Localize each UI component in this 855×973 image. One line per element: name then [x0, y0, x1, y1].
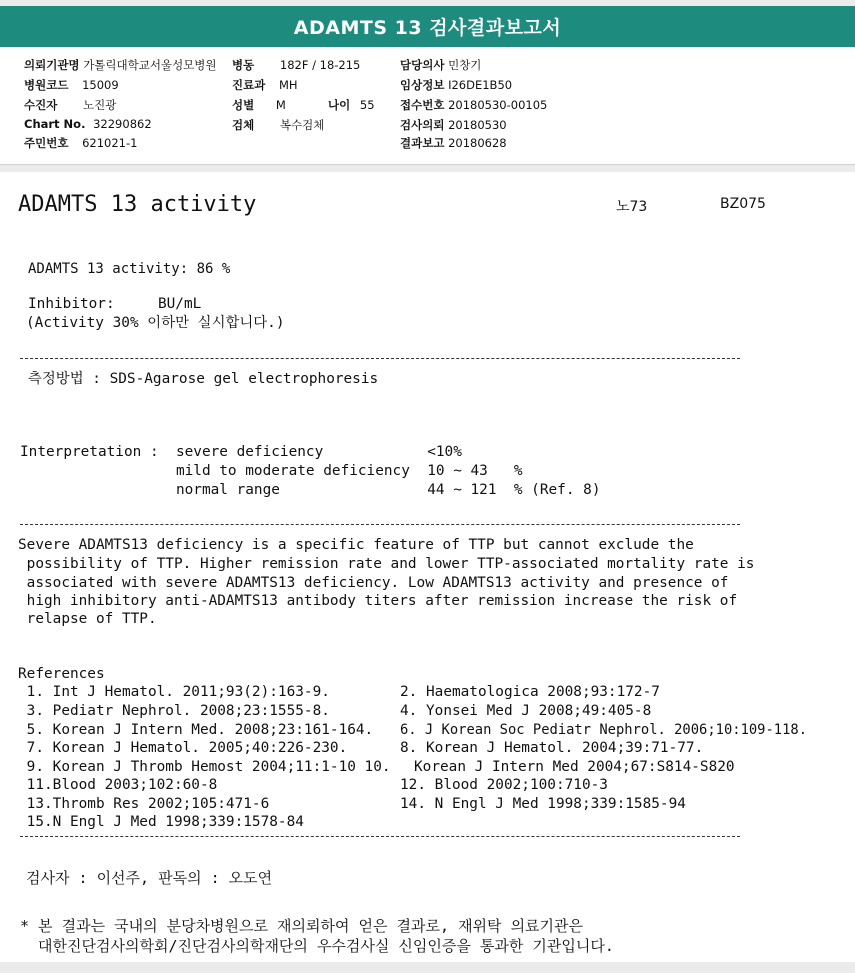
divider-1 — [20, 358, 740, 359]
sex-row — [232, 97, 286, 113]
age-row — [328, 97, 375, 113]
paragraph-line-5: relapse of TTP. — [18, 611, 157, 627]
institution-value: 가톨릭대학교서울성모병원 — [83, 58, 217, 72]
clinical-info-row — [400, 77, 512, 93]
doctor-label: 담당의사 — [400, 58, 445, 72]
department-label: 진료과 — [232, 78, 266, 92]
activity-result: ADAMTS 13 activity: 86 % — [28, 261, 231, 277]
institution-label: 의뢰기관명 — [24, 58, 80, 72]
report-heading: ADAMTS 13 activity — [18, 192, 257, 217]
divider-3 — [20, 836, 740, 837]
reference-item: 12. Blood 2002;100:710-3 — [400, 777, 608, 793]
request-date-value: 20180530 — [448, 118, 507, 132]
resident-no-label: 주민번호 — [24, 136, 69, 150]
paragraph-line-3: associated with severe ADAMTS13 deficiency. Low ADAMTS13 activity and presence of — [18, 575, 729, 591]
clinical-info-label: 임상정보 — [400, 78, 445, 92]
reference-item: 2. Haematologica 2008;93:172-7 — [400, 684, 660, 700]
paragraph-line-1: Severe ADAMTS13 deficiency is a specific feature of TTP but cannot exclude the — [18, 537, 694, 553]
reference-item: 15.N Engl J Med 1998;339:1578-84 — [18, 814, 304, 830]
footnote-line-2: 대한진단검사의학회/진단검사의학재단의 우수검사실 신임인증을 통과한 기관입니다. — [20, 937, 614, 955]
footnote-line-1: * 본 결과는 국내의 분당차병원으로 재의뢰하여 얻은 결과로, 재위탁 의료기관은 — [20, 917, 584, 935]
report-code-1: 노73 — [616, 199, 648, 215]
interpretation-line-2: mild to moderate deficiency 10 ~ 43 % — [20, 463, 523, 479]
sex-value: M — [275, 98, 286, 112]
reference-item: 6. J Korean Soc Pediatr Nephrol. 2006;10:109-118. — [400, 722, 808, 738]
ward-value: 182F / 18-215 — [279, 58, 361, 72]
specimen-value: 복수검체 — [279, 118, 325, 132]
references-title: References — [18, 666, 105, 682]
interpretation-line-3: normal range 44 ~ 121 % (Ref. 8) — [20, 482, 601, 498]
resident-no-row — [24, 135, 137, 151]
receipt-no-label: 접수번호 — [400, 98, 445, 112]
sex-label: 성별 — [232, 98, 255, 112]
report-title: ADAMTS 13 검사결과보고서 — [293, 17, 562, 39]
resident-no-value: 621021-1 — [82, 136, 138, 150]
specimen-label: 검체 — [232, 118, 255, 132]
patient-row — [24, 97, 116, 113]
patient-info-panel — [0, 47, 855, 165]
request-date-row — [400, 117, 507, 133]
report-title-bar — [0, 6, 855, 47]
reference-item: 5. Korean J Intern Med. 2008;23:161-164. — [18, 722, 374, 738]
department-value: MH — [278, 78, 298, 92]
patient-label: 수진자 — [24, 98, 58, 112]
paragraph-line-2: possibility of TTP. Higher remission rate and lower TTP-associated mortality rate is — [18, 556, 755, 572]
ward-row — [232, 57, 360, 73]
reference-item: 14. N Engl J Med 1998;339:1585-94 — [400, 796, 686, 812]
divider-2 — [20, 524, 740, 525]
report-date-value: 20180628 — [448, 136, 507, 150]
doctor-value: 민창기 — [448, 58, 482, 72]
method-line: 측정방법 : SDS-Agarose gel electrophoresis — [28, 371, 379, 387]
reference-item: 4. Yonsei Med J 2008;49:405-8 — [400, 703, 652, 719]
hospital-code-label: 병원코드 — [24, 78, 69, 92]
inhibitor-result: Inhibitor: BU/mL — [28, 296, 202, 312]
specimen-row — [232, 117, 324, 133]
reference-item: 1. Int J Hematol. 2011;93(2):163-9. — [18, 684, 330, 700]
report-body — [0, 172, 855, 962]
clinical-info-value: I26DE1B50 — [448, 78, 513, 92]
hospital-code-row — [24, 77, 119, 93]
age-label: 나이 — [328, 98, 351, 112]
hospital-code-value: 15009 — [82, 78, 119, 92]
reference-item: 3. Pediatr Nephrol. 2008;23:1555-8. — [18, 703, 330, 719]
inhibitor-note: (Activity 30% 이하만 실시합니다.) — [26, 315, 285, 331]
reference-item: Korean J Intern Med 2004;67:S814-S820 — [414, 759, 735, 775]
ward-label: 병동 — [232, 58, 255, 72]
chart-no-value: 32290862 — [93, 117, 152, 131]
chart-no-row — [24, 117, 152, 131]
doctor-row — [400, 57, 481, 73]
report-date-label: 결과보고 — [400, 136, 445, 150]
reference-item: 9. Korean J Thromb Hemost 2004;11:1-10 10. — [18, 759, 391, 775]
paragraph-line-4: high inhibitory anti-ADAMTS13 antibody titers after remission increase the risk of — [18, 593, 738, 609]
receipt-no-row — [400, 97, 547, 113]
reference-item: 13.Thromb Res 2002;105:471-6 — [18, 796, 270, 812]
reference-item: 7. Korean J Hematol. 2005;40:226-230. — [18, 740, 348, 756]
reference-item: 8. Korean J Hematol. 2004;39:71-77. — [400, 740, 704, 756]
reference-item: 11.Blood 2003;102:60-8 — [18, 777, 218, 793]
interpretation-line-1: Interpretation : severe deficiency <10% — [20, 444, 462, 460]
request-date-label: 검사의뢰 — [400, 118, 445, 132]
examiner-line: 검사자 : 이선주, 판독의 : 오도연 — [26, 869, 273, 887]
report-code-2: BZ075 — [720, 196, 766, 212]
report-date-row — [400, 135, 507, 151]
department-row — [232, 77, 298, 93]
institution-row — [24, 57, 217, 73]
chart-no-label: Chart No. — [24, 117, 86, 131]
receipt-no-value: 20180530-00105 — [448, 98, 548, 112]
age-value: 55 — [359, 98, 375, 112]
patient-value: 노진광 — [82, 98, 117, 112]
